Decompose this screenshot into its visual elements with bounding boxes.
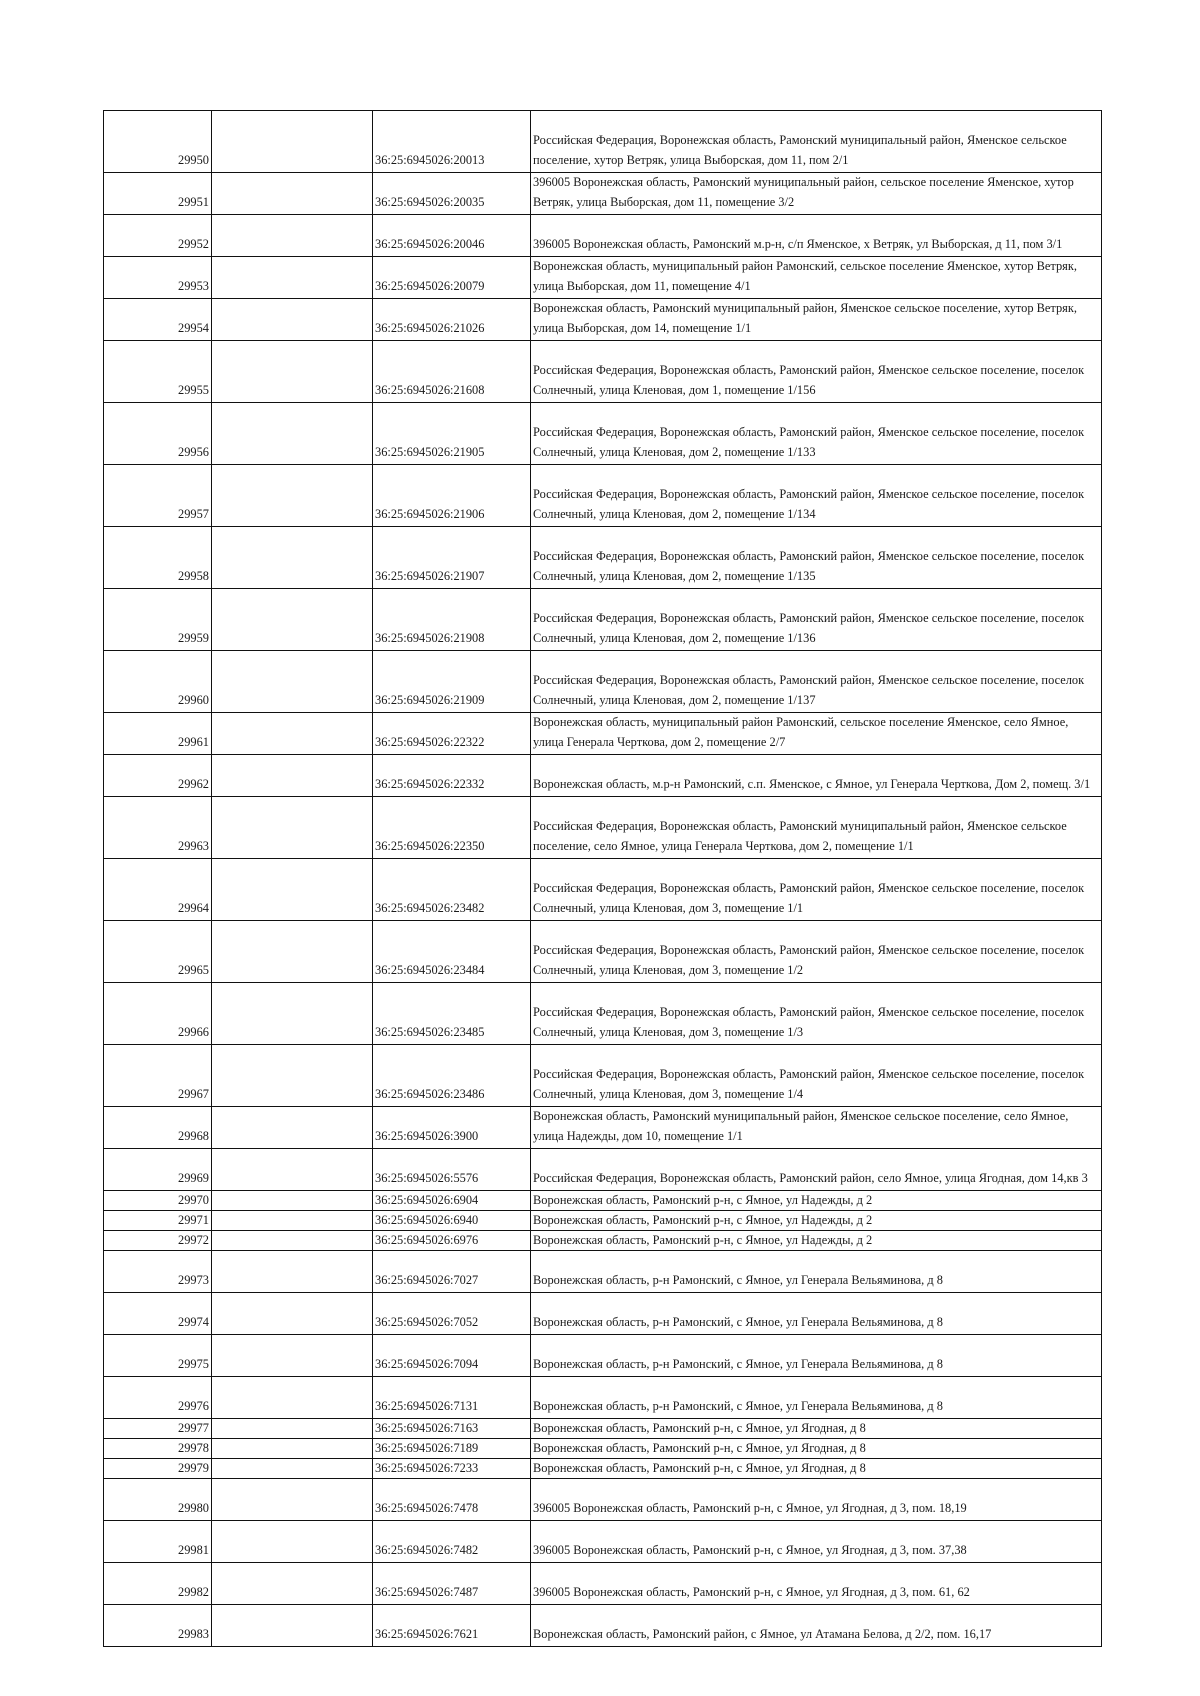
row-number-cell: 29958 [104, 527, 212, 589]
table-row [104, 527, 1102, 589]
address-cell: 396005 Воронежская область, Рамонский р-н, с Ямное, ул Ягодная, д 3, пом. 61, 62 [531, 1563, 1102, 1605]
address-cell: Российская Федерация, Воронежская область, Рамонский район, Яменское сельское поселение, поселок Солнечный, улица Кленовая, дом 2, помещение 1/134 [531, 465, 1102, 527]
row-number-cell: 29975 [104, 1335, 212, 1377]
empty-cell [212, 1605, 373, 1647]
table-row [104, 1479, 1102, 1521]
table-row [104, 589, 1102, 651]
address-cell: Воронежская область, Рамонский р-н, с Ямное, ул Надежды, д 2 [531, 1191, 1102, 1211]
row-number-cell: 29968 [104, 1107, 212, 1149]
row-number-cell: 29953 [104, 257, 212, 299]
table-row [104, 341, 1102, 403]
cadastral-number-cell: 36:25:6945026:23484 [373, 921, 531, 983]
row-number-cell: 29952 [104, 215, 212, 257]
cadastral-number-cell: 36:25:6945026:20046 [373, 215, 531, 257]
empty-cell [212, 1459, 373, 1479]
registry-table-body [104, 111, 1102, 1647]
empty-cell [212, 173, 373, 215]
table-row [104, 1521, 1102, 1563]
table-row [104, 983, 1102, 1045]
address-cell: Российская Федерация, Воронежская область, Рамонский район, Яменское сельское поселение, поселок Солнечный, улица Кленовая, дом 1, помещение 1/156 [531, 341, 1102, 403]
table-row [104, 755, 1102, 797]
row-number-cell: 29960 [104, 651, 212, 713]
empty-cell [212, 921, 373, 983]
table-row [104, 1231, 1102, 1251]
empty-cell [212, 1211, 373, 1231]
address-cell: Российская Федерация, Воронежская область, Рамонский район, село Ямное, улица Ягодная, дом 14,кв 3 [531, 1149, 1102, 1191]
address-cell: Воронежская область, Рамонский р-н, с Ямное, ул Ягодная, д 8 [531, 1459, 1102, 1479]
table-row [104, 257, 1102, 299]
table-row [104, 465, 1102, 527]
row-number-cell: 29976 [104, 1377, 212, 1419]
empty-cell [212, 1231, 373, 1251]
cadastral-number-cell: 36:25:6945026:7094 [373, 1335, 531, 1377]
row-number-cell: 29965 [104, 921, 212, 983]
address-cell: Российская Федерация, Воронежская область, Рамонский район, Яменское сельское поселение, поселок Солнечный, улица Кленовая, дом 2, помещение 1/137 [531, 651, 1102, 713]
cadastral-number-cell: 36:25:6945026:21906 [373, 465, 531, 527]
empty-cell [212, 299, 373, 341]
address-cell: Российская Федерация, Воронежская область, Рамонский муниципальный район, Яменское сельское поселение, село Ямное, улица Генерала Черткова, дом 2, помещение 1/1 [531, 797, 1102, 859]
cadastral-number-cell: 36:25:6945026:7163 [373, 1419, 531, 1439]
registry-table [103, 110, 1102, 1647]
table-row [104, 797, 1102, 859]
empty-cell [212, 859, 373, 921]
cadastral-number-cell: 36:25:6945026:21026 [373, 299, 531, 341]
cadastral-number-cell: 36:25:6945026:5576 [373, 1149, 531, 1191]
address-cell: Воронежская область, р-н Рамонский, с Ямное, ул Генерала Вельяминова, д 8 [531, 1335, 1102, 1377]
empty-cell [212, 1045, 373, 1107]
address-cell: Воронежская область, Рамонский р-н, с Ямное, ул Надежды, д 2 [531, 1211, 1102, 1231]
row-number-cell: 29981 [104, 1521, 212, 1563]
cadastral-number-cell: 36:25:6945026:23482 [373, 859, 531, 921]
cadastral-number-cell: 36:25:6945026:21909 [373, 651, 531, 713]
table-row [104, 713, 1102, 755]
row-number-cell: 29959 [104, 589, 212, 651]
address-cell: Воронежская область, Рамонский р-н, с Ямное, ул Ягодная, д 8 [531, 1439, 1102, 1459]
empty-cell [212, 797, 373, 859]
empty-cell [212, 1293, 373, 1335]
table-row [104, 1419, 1102, 1439]
empty-cell [212, 1191, 373, 1211]
table-row [104, 173, 1102, 215]
empty-cell [212, 403, 373, 465]
table-row [104, 859, 1102, 921]
cadastral-number-cell: 36:25:6945026:7478 [373, 1479, 531, 1521]
row-number-cell: 29974 [104, 1293, 212, 1335]
address-cell: Воронежская область, Рамонский р-н, с Ямное, ул Ягодная, д 8 [531, 1419, 1102, 1439]
cadastral-number-cell: 36:25:6945026:21905 [373, 403, 531, 465]
address-cell: 396005 Воронежская область, Рамонский м.р-н, с/п Яменское, х Ветряк, ул Выборская, д 11, пом 3/1 [531, 215, 1102, 257]
table-row [104, 1293, 1102, 1335]
row-number-cell: 29951 [104, 173, 212, 215]
row-number-cell: 29972 [104, 1231, 212, 1251]
cadastral-number-cell: 36:25:6945026:22332 [373, 755, 531, 797]
address-cell: 396005 Воронежская область, Рамонский муниципальный район, сельское поселение Яменское, хутор Ветряк, улица Выборская, дом 11, помещение 3/2 [531, 173, 1102, 215]
row-number-cell: 29982 [104, 1563, 212, 1605]
table-row [104, 921, 1102, 983]
empty-cell [212, 1563, 373, 1605]
table-row [104, 1459, 1102, 1479]
address-cell: Воронежская область, муниципальный район Рамонский, сельское поселение Яменское, село Ямное, улица Генерала Черткова, дом 2, помещение 2/7 [531, 713, 1102, 755]
row-number-cell: 29978 [104, 1439, 212, 1459]
table-row [104, 1605, 1102, 1647]
row-number-cell: 29967 [104, 1045, 212, 1107]
cadastral-number-cell: 36:25:6945026:6904 [373, 1191, 531, 1211]
row-number-cell: 29954 [104, 299, 212, 341]
cadastral-number-cell: 36:25:6945026:20013 [373, 111, 531, 173]
table-row [104, 1045, 1102, 1107]
empty-cell [212, 1251, 373, 1293]
table-row [104, 1211, 1102, 1231]
table-row [104, 1251, 1102, 1293]
cadastral-number-cell: 36:25:6945026:7482 [373, 1521, 531, 1563]
row-number-cell: 29962 [104, 755, 212, 797]
cadastral-number-cell: 36:25:6945026:20035 [373, 173, 531, 215]
address-cell: Воронежская область, Рамонский р-н, с Ямное, ул Надежды, д 2 [531, 1231, 1102, 1251]
cadastral-number-cell: 36:25:6945026:3900 [373, 1107, 531, 1149]
row-number-cell: 29957 [104, 465, 212, 527]
address-cell: Российская Федерация, Воронежская область, Рамонский район, Яменское сельское поселение, поселок Солнечный, улица Кленовая, дом 3, помещение 1/1 [531, 859, 1102, 921]
address-cell: Воронежская область, р-н Рамонский, с Ямное, ул Генерала Вельяминова, д 8 [531, 1293, 1102, 1335]
empty-cell [212, 1107, 373, 1149]
row-number-cell: 29980 [104, 1479, 212, 1521]
address-cell: Воронежская область, Рамонский муниципальный район, Яменское сельское поселение, село Ямное, улица Надежды, дом 10, помещение 1/1 [531, 1107, 1102, 1149]
empty-cell [212, 1419, 373, 1439]
cadastral-number-cell: 36:25:6945026:7189 [373, 1439, 531, 1459]
address-cell: Воронежская область, муниципальный район Рамонский, сельское поселение Яменское, хутор Ветряк, улица Выборская, дом 11, помещение 4/1 [531, 257, 1102, 299]
empty-cell [212, 341, 373, 403]
table-row [104, 111, 1102, 173]
address-cell: Воронежская область, р-н Рамонский, с Ямное, ул Генерала Вельяминова, д 8 [531, 1377, 1102, 1419]
empty-cell [212, 1521, 373, 1563]
empty-cell [212, 257, 373, 299]
cadastral-number-cell: 36:25:6945026:7487 [373, 1563, 531, 1605]
table-row [104, 651, 1102, 713]
cadastral-number-cell: 36:25:6945026:7233 [373, 1459, 531, 1479]
empty-cell [212, 1479, 373, 1521]
empty-cell [212, 111, 373, 173]
address-cell: Российская Федерация, Воронежская область, Рамонский район, Яменское сельское поселение, поселок Солнечный, улица Кленовая, дом 3, помещение 1/4 [531, 1045, 1102, 1107]
address-cell: Воронежская область, Рамонский район, с Ямное, ул Атамана Белова, д 2/2, пом. 16,17 [531, 1605, 1102, 1647]
cadastral-number-cell: 36:25:6945026:6976 [373, 1231, 531, 1251]
address-cell: 396005 Воронежская область, Рамонский р-н, с Ямное, ул Ягодная, д 3, пом. 37,38 [531, 1521, 1102, 1563]
cadastral-number-cell: 36:25:6945026:20079 [373, 257, 531, 299]
table-row [104, 1563, 1102, 1605]
table-row [104, 1191, 1102, 1211]
table-row [104, 1149, 1102, 1191]
empty-cell [212, 1149, 373, 1191]
row-number-cell: 29983 [104, 1605, 212, 1647]
empty-cell [212, 755, 373, 797]
cadastral-number-cell: 36:25:6945026:7027 [373, 1251, 531, 1293]
table-row [104, 1439, 1102, 1459]
cadastral-number-cell: 36:25:6945026:22322 [373, 713, 531, 755]
cadastral-number-cell: 36:25:6945026:6940 [373, 1211, 531, 1231]
cadastral-number-cell: 36:25:6945026:22350 [373, 797, 531, 859]
cadastral-number-cell: 36:25:6945026:21907 [373, 527, 531, 589]
empty-cell [212, 713, 373, 755]
row-number-cell: 29970 [104, 1191, 212, 1211]
row-number-cell: 29956 [104, 403, 212, 465]
address-cell: Российская Федерация, Воронежская область, Рамонский район, Яменское сельское поселение, поселок Солнечный, улица Кленовая, дом 2, помещение 1/136 [531, 589, 1102, 651]
empty-cell [212, 527, 373, 589]
row-number-cell: 29979 [104, 1459, 212, 1479]
address-cell: Российская Федерация, Воронежская область, Рамонский муниципальный район, Яменское сельское поселение, хутор Ветряк, улица Выборская, дом 11, пом 2/1 [531, 111, 1102, 173]
table-row [104, 1335, 1102, 1377]
cadastral-number-cell: 36:25:6945026:7621 [373, 1605, 531, 1647]
address-cell: Российская Федерация, Воронежская область, Рамонский район, Яменское сельское поселение, поселок Солнечный, улица Кленовая, дом 3, помещение 1/2 [531, 921, 1102, 983]
cadastral-number-cell: 36:25:6945026:7052 [373, 1293, 531, 1335]
table-row [104, 403, 1102, 465]
empty-cell [212, 1439, 373, 1459]
row-number-cell: 29950 [104, 111, 212, 173]
row-number-cell: 29966 [104, 983, 212, 1045]
cadastral-number-cell: 36:25:6945026:7131 [373, 1377, 531, 1419]
empty-cell [212, 215, 373, 257]
empty-cell [212, 1335, 373, 1377]
table-row [104, 1377, 1102, 1419]
row-number-cell: 29973 [104, 1251, 212, 1293]
address-cell: Воронежская область, р-н Рамонский, с Ямное, ул Генерала Вельяминова, д 8 [531, 1251, 1102, 1293]
table-row [104, 215, 1102, 257]
row-number-cell: 29955 [104, 341, 212, 403]
empty-cell [212, 1377, 373, 1419]
address-cell: Воронежская область, Рамонский муниципальный район, Яменское сельское поселение, хутор Ветряк, улица Выборская, дом 14, помещение 1/1 [531, 299, 1102, 341]
row-number-cell: 29969 [104, 1149, 212, 1191]
address-cell: Воронежская область, м.р-н Рамонский, с.п. Яменское, с Ямное, ул Генерала Черткова, Дом 2, помещ. 3/1 [531, 755, 1102, 797]
row-number-cell: 29977 [104, 1419, 212, 1439]
table-row [104, 1107, 1102, 1149]
row-number-cell: 29963 [104, 797, 212, 859]
address-cell: Российская Федерация, Воронежская область, Рамонский район, Яменское сельское поселение, поселок Солнечный, улица Кленовая, дом 3, помещение 1/3 [531, 983, 1102, 1045]
address-cell: 396005 Воронежская область, Рамонский р-н, с Ямное, ул Ягодная, д 3, пом. 18,19 [531, 1479, 1102, 1521]
cadastral-number-cell: 36:25:6945026:23485 [373, 983, 531, 1045]
empty-cell [212, 465, 373, 527]
row-number-cell: 29961 [104, 713, 212, 755]
empty-cell [212, 589, 373, 651]
table-row [104, 299, 1102, 341]
row-number-cell: 29964 [104, 859, 212, 921]
empty-cell [212, 651, 373, 713]
cadastral-number-cell: 36:25:6945026:21908 [373, 589, 531, 651]
empty-cell [212, 983, 373, 1045]
cadastral-number-cell: 36:25:6945026:21608 [373, 341, 531, 403]
cadastral-number-cell: 36:25:6945026:23486 [373, 1045, 531, 1107]
address-cell: Российская Федерация, Воронежская область, Рамонский район, Яменское сельское поселение, поселок Солнечный, улица Кленовая, дом 2, помещение 1/133 [531, 403, 1102, 465]
row-number-cell: 29971 [104, 1211, 212, 1231]
address-cell: Российская Федерация, Воронежская область, Рамонский район, Яменское сельское поселение, поселок Солнечный, улица Кленовая, дом 2, помещение 1/135 [531, 527, 1102, 589]
